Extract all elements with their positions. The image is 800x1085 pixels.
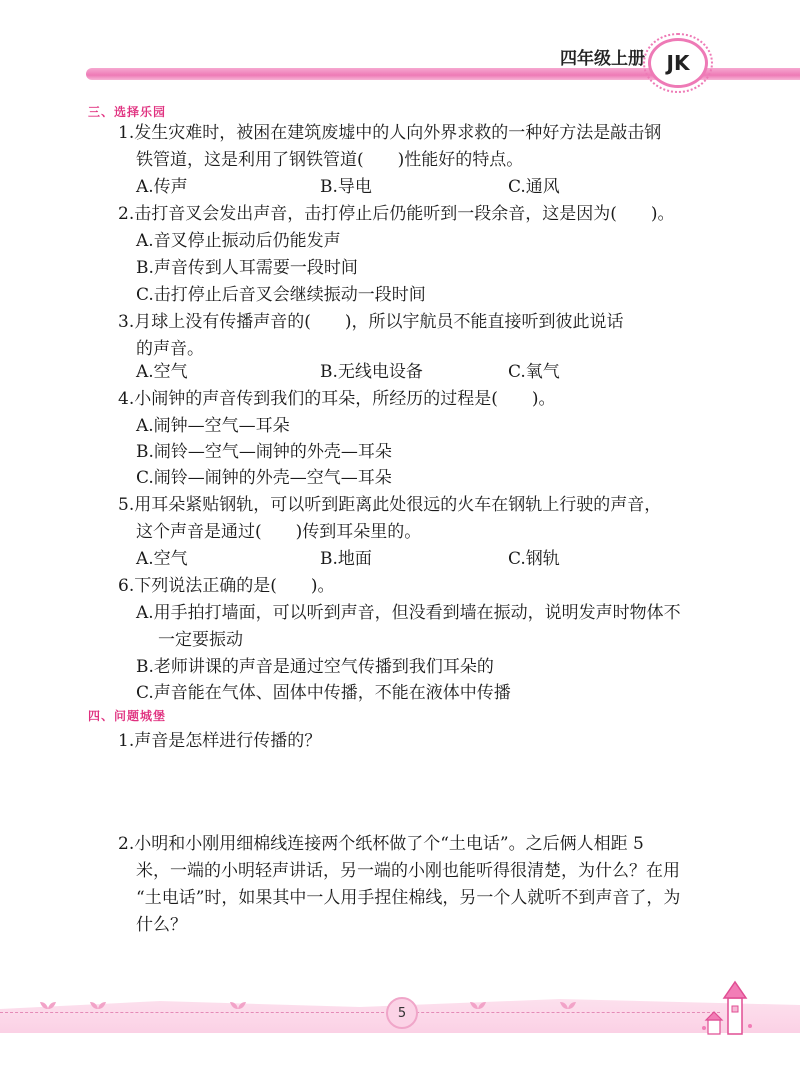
q2-option-c: C.击打停止后音叉会继续振动一段时间: [136, 285, 426, 305]
q3-option-a: A.空气: [136, 362, 188, 382]
question-5-text-cont: 这个声音是通过( )传到耳朵里的。: [136, 522, 422, 542]
q6-option-b: B.老师讲课的声音是通过空气传播到我们耳朵的: [136, 657, 494, 677]
edition-badge: JK: [648, 38, 708, 88]
leaf-icon: [230, 1000, 246, 1010]
leaf-icon: [560, 1000, 576, 1010]
q2-option-a: A.音叉停止振动后仍能发声: [136, 231, 341, 251]
q6-option-a-cont: 一定要振动: [158, 630, 243, 650]
q3-option-b: B.无线电设备: [320, 362, 423, 382]
q1-option-b: B.导电: [320, 177, 372, 197]
question-2-text: 2.击打音叉会发出声音，击打停止后仍能听到一段余音，这是因为( )。: [118, 204, 675, 224]
leaf-icon: [470, 1000, 486, 1010]
question-4-2-text-cont-2: “土电话”时，如果其中一人用手捏住棉线，另一个人就听不到声音了，为: [136, 888, 681, 908]
question-3-text: 3.月球上没有传播声音的( )，所以宇航员不能直接听到彼此说话: [118, 312, 624, 332]
question-4-2-text-cont-3: 什么？: [136, 915, 187, 935]
q4-option-b: B.闹铃—空气—闹钟的外壳—耳朵: [136, 442, 392, 462]
question-1-text: 1.发生灾难时，被困在建筑废墟中的人向外界求救的一种好方法是敲击钢: [118, 123, 662, 143]
q5-option-c: C.钢轨: [508, 549, 560, 569]
page-number: 5: [386, 997, 418, 1029]
question-3-text-cont: 的声音。: [136, 339, 204, 359]
q4-option-c: C.闹铃—闹钟的外壳—空气—耳朵: [136, 468, 392, 488]
q1-option-c: C.通风: [508, 177, 560, 197]
q2-option-b: B.声音传到人耳需要一段时间: [136, 258, 358, 278]
q1-option-a: A.传声: [136, 177, 188, 197]
q6-option-c: C.声音能在气体、固体中传播，不能在液体中传播: [136, 683, 511, 703]
q5-option-a: A.空气: [136, 549, 188, 569]
question-1-text-cont: 铁管道，这是利用了钢铁管道( )性能好的特点。: [136, 150, 524, 170]
section-title-choice: 三、选择乐园: [88, 105, 167, 119]
q3-option-c: C.氧气: [508, 362, 560, 382]
castle-tower-icon: [700, 976, 760, 1036]
question-4-1-text: 1.声音是怎样进行传播的？: [118, 731, 322, 751]
q6-option-a: A.用手拍打墙面，可以听到声音，但没看到墙在振动，说明发声时物体不: [136, 603, 681, 623]
question-6-text: 6.下列说法正确的是( )。: [118, 576, 335, 596]
q5-option-b: B.地面: [320, 549, 372, 569]
question-4-2-text: 2.小明和小刚用细棉线连接两个纸杯做了个“土电话”。之后俩人相距 5: [118, 834, 644, 854]
q4-option-a: A.闹钟—空气—耳朵: [136, 416, 290, 436]
question-4-text: 4.小闹钟的声音传到我们的耳朵，所经历的过程是( )。: [118, 389, 556, 409]
grade-label: 四年级上册: [560, 49, 645, 69]
footer-dashed-line: [0, 1012, 720, 1013]
section-title-questions: 四、问题城堡: [88, 709, 167, 723]
leaf-icon: [40, 1000, 56, 1010]
leaf-icon: [90, 1000, 106, 1010]
question-5-text: 5.用耳朵紧贴钢轨，可以听到距离此处很远的火车在钢轨上行驶的声音，: [118, 495, 662, 515]
question-4-2-text-cont-1: 米，一端的小明轻声讲话，另一端的小刚也能听得很清楚，为什么？在用: [136, 861, 680, 881]
